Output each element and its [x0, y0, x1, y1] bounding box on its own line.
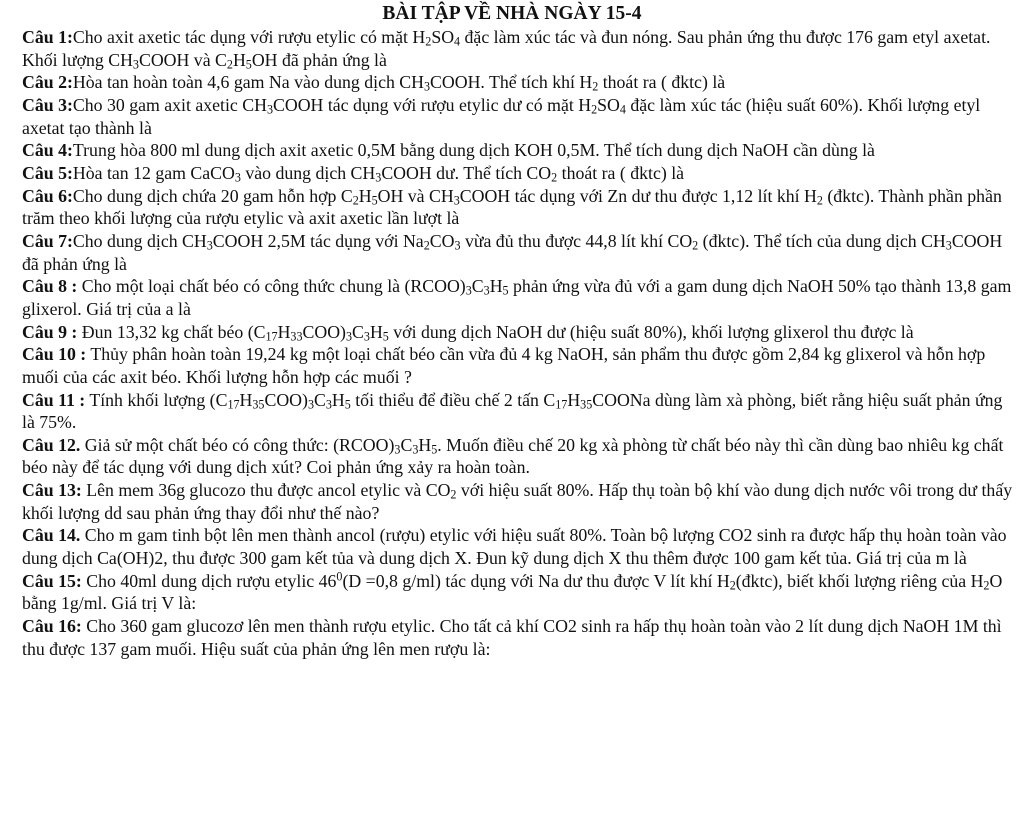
- question-label: Câu 13:: [22, 480, 82, 501]
- question-label: Câu 7:: [22, 230, 73, 251]
- question-text: Lên mem 36g glucozo thu được ancol etylic và $CO_2$ với hiệu suất 80%. Hấp thụ toàn bộ khí vào dung dịch nước vôi trong dư thấy khối lượng dd sau phản ứng thay đổi như thế nào?: [22, 480, 1013, 523]
- question-label: Câu 16:: [22, 616, 82, 637]
- question-item: [22, 389, 1017, 434]
- question-text: Cho axit axetic tác dụng với rượu etylic có mặt $H_2SO_4$ đặc làm xúc tác và đun nóng. Sau phản ứng thu được 176 gam etyl axetat. Khối lượng $CH_3COOH$ và $C_2H_5OH$ đã phản ứng là: [22, 27, 991, 72]
- question-item: [22, 26, 1017, 71]
- question-text: Giả sử một chất béo có công thức: $(RCOO)_3C_3H_5$. Muốn điều chế 20 kg xà phòng từ chất béo này thì cần dùng bao nhiêu kg chất béo này để tác dụng với dung dịch xút? Coi phản ứng xảy ra hoàn toàn.: [22, 434, 1004, 478]
- question-label: Câu 10 :: [22, 344, 87, 365]
- question-item: [22, 615, 1017, 660]
- question-text: Hòa tan hoàn toàn 4,6 gam Na vào dung dịch $CH_3COOH$. Thể tích khí $H_2$ thoát ra ( đktc) là: [72, 72, 726, 94]
- question-item: [22, 139, 1017, 162]
- question-text: Cho m gam tinh bột lên men thành ancol (rượu) etylic với hiệu suất 80%. Toàn bộ lượng CO2 sinh ra được hấp thụ hoàn toàn vào dung dịch Ca(OH)2, thu được 300 gam kết tủa và dung dịch X. Đun kỹ dung dịch X thu thêm được 100 gam kết tủa. Giá trị của m là: [22, 525, 1007, 569]
- question-text: Trung hòa 800 ml dung dịch axit axetic 0,5M bằng dung dịch KOH 0,5M. Thể tích dung dịch NaOH cần dùng là: [72, 140, 875, 161]
- question-item: [22, 185, 1017, 230]
- question-item: [22, 230, 1017, 275]
- question-item: [22, 479, 1017, 524]
- question-label: Câu 11 :: [22, 389, 86, 410]
- question-item: [22, 162, 1017, 185]
- question-text: Cho 30 gam axit axetic $CH_3COOH$ tác dụng với rượu etylic dư có mặt $H_2SO_4$ đặc làm xúc tác (hiệu suất 60%). Khối lượng etyl axetat tạo thành là: [22, 94, 981, 138]
- question-text: Đun 13,32 kg chất béo $(C_{17}H_{33}COO)_3C_3H_5$ với dung dịch NaOH dư (hiệu suất 80%), khối lượng glixerol thu được là: [77, 321, 914, 344]
- question-item: [22, 570, 1017, 615]
- question-item: [22, 94, 1017, 139]
- question-list: [22, 26, 1017, 660]
- question-label: Câu 6:: [22, 185, 73, 206]
- question-label: Câu 15:: [22, 570, 82, 591]
- question-item: [22, 434, 1017, 479]
- question-text: Cho 360 gam glucozơ lên men thành rượu etylic. Cho tất cả khí CO2 sinh ra hấp thụ hoàn toàn vào 2 lít dung dịch NaOH 1M thì thu được 137 gam muối. Hiệu suất của phản ứng lên men rượu là:: [22, 616, 1002, 659]
- question-text: Thủy phân hoàn toàn 19,24 kg một loại chất béo cần vừa đủ 4 kg NaOH, sản phẩm thu được gồm 2,84 kg glixerol và hỗn hợp muối của các axit béo. Khối lượng hỗn hợp các muối ?: [22, 344, 986, 387]
- page-title: BÀI TẬP VỀ NHÀ NGÀY 15-4: [382, 3, 642, 24]
- question-text: Hòa tan 12 gam CaCO$_3$ vào dung dịch $CH_3COOH$ dư. Thể tích $CO_2$ thoát ra ( đktc) là: [72, 162, 685, 185]
- question-text: Cho 40ml dung dịch rượu etylic $46^0(D =0,8$ g/ml) tác dụng với Na dư thu được V lít khí $H_2(đktc)$, biết khối lượng riêng của $H_2O$ bằng 1g/ml. Giá trị V là:: [22, 569, 1003, 614]
- question-label: Câu 4:: [22, 140, 73, 161]
- question-item: [22, 275, 1017, 320]
- question-text: Cho dung dịch $CH_3COOH$ 2,5M tác dụng với $Na_2CO_3$ vừa đủ thu được 44,8 lít khí $CO_2$ (đktc). Thể tích của dung dịch $CH_3COOH$ đã phản ứng là: [22, 230, 1003, 274]
- question-label: Câu 5:: [22, 162, 73, 183]
- question-label: Câu 12.: [22, 434, 81, 455]
- question-item: [22, 71, 1017, 94]
- question-item: [22, 524, 1017, 569]
- question-label: Câu 2:: [22, 72, 73, 93]
- question-text: Cho một loại chất béo có công thức chung là $(RCOO)_3C_3H_5$ phản ứng vừa đủ với a gam dung dịch NaOH 50% tạo thành 13,8 gam glixerol. Giá trị của a là: [22, 276, 1012, 319]
- question-text: Cho dung dịch chứa 20 gam hỗn hợp $C_2H_5OH$ và $CH_3COOH$ tác dụng với Zn dư thu được 1,12 lít khí $H_2$ (đktc). Thành phần phần trăm theo khối lượng của rượu etylic và axit axetic lần lượt là: [22, 185, 1002, 229]
- question-label: Câu 14.: [22, 525, 81, 546]
- question-text: Tính khối lượng $(C_{17}H_{35}COO)_3C_3H_5$ tối thiểu để điều chế 2 tấn $C_{17}H_{35}COONa$ dùng làm xà phòng, biết rằng hiệu suất phản ứng là 75%.: [22, 389, 1003, 433]
- question-label: Câu 3:: [22, 94, 73, 115]
- question-item: [22, 321, 1017, 344]
- question-label: Câu 9 :: [22, 321, 78, 342]
- question-label: Câu 1:: [22, 27, 73, 47]
- question-label: Câu 8 :: [22, 276, 78, 297]
- question-item: [22, 343, 1017, 388]
